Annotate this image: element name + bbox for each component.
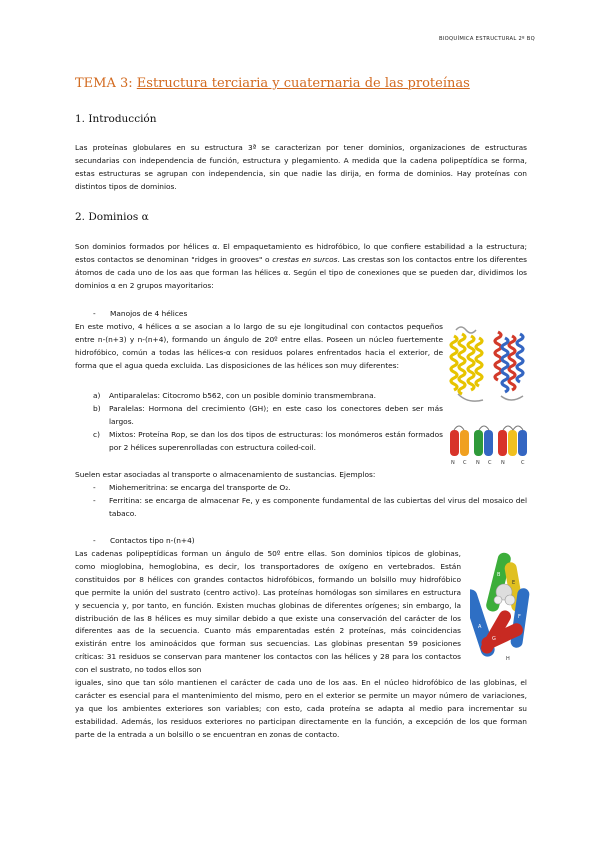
example-item: - Miohemeritrina: se encarga del transporte de O₂. — [93, 483, 291, 492]
antiparallel-bundle — [451, 327, 483, 401]
parallel-bundle — [495, 332, 523, 400]
example-text: Ferritina: se encarga de almacenar Fe, y es componente fundamental de las cubiertas del virus del mosaico del tabaco. — [109, 496, 527, 518]
globins-paragraph-continued: iguales, sino que tan sólo mantienen el carácter de cada uno de los aas. En el núcleo hidrofóbico de las globinas, el carácter es esencial para el mantenimiento del mismo, pero en el exterior se permite un mayor número de variaciones, ya que los ambientes exteriores son variables; con esto, cada proteína se adapta al medio para incrementar su estabilidad. Además, los residuos exteriores no participan directamente en la función, a excepción de los que forman parte de la entrada a un bolsillo o se encuentran en zonas de contacto. — [75, 678, 527, 739]
alpha-domains-paragraph — [75, 241, 527, 293]
figure-label: H — [506, 656, 510, 662]
heading-alpha-domains: 2. Dominios α — [75, 211, 149, 223]
bullet-label: Contactos tipo n-(n+4) — [110, 536, 195, 545]
page-title — [75, 76, 470, 91]
figure-label: E — [512, 580, 516, 586]
figure-label: C — [521, 460, 525, 466]
four-helix-bundle-figure — [446, 318, 530, 466]
alpha-p1-italic: crestas en surcos — [272, 254, 338, 264]
figure-label: B — [497, 572, 501, 578]
bullet-contacts: - Contactos tipo n-(n+4) — [93, 536, 195, 545]
bullet-label: Manojos de 4 hélices — [110, 309, 188, 318]
list-text: Antiparalelas: Citocromo b562, con un posible dominio transmembrana. — [109, 391, 376, 400]
list-item — [93, 403, 443, 429]
list-text: Mixtos: Proteína Rop, se dan los dos tipos de estructuras: los monómeros están formados por 2 hélices superenrolladas con estructura coiled-coil. — [109, 430, 443, 452]
figure-label: C — [463, 460, 467, 466]
alpha-p1-a: Son dominios formados por hélices α. El empaquetamiento es hidrofóbico, lo que confiere estabilidad a la estructura; estos contactos se denominan "ridges in grooves" o — [75, 242, 527, 264]
mixed-bundle-cylinders — [450, 426, 527, 466]
figure-label: C — [488, 460, 492, 466]
example-item: - Ferritina: se encarga de almacenar Fe, y es componente fundamental de las cubiertas del virus del mosaico del tabaco. — [93, 496, 527, 518]
figure-label: N — [451, 460, 455, 466]
list-text: Paralelas: Hormona del crecimiento (GH); en este caso los conectores deben ser más largos. — [109, 404, 443, 426]
title-link[interactable]: Estructura terciaria y cuaternaria de las proteínas — [136, 76, 470, 91]
list-marker: b) — [93, 404, 101, 413]
heading-introduction: 1. Introducción — [75, 113, 157, 125]
list-item — [93, 429, 443, 455]
transport-intro: Suelen estar asociadas al transporte o almacenamiento de sustancias. Ejemplos: — [75, 470, 376, 479]
title-prefix: TEMA 3: — [75, 76, 137, 91]
figure-label: N — [501, 460, 505, 466]
running-header: BIOQUÍMICA ESTRUCTURAL 2º BQ — [438, 36, 535, 42]
list-marker: a) — [93, 391, 101, 400]
figure-label: F — [518, 614, 521, 620]
intro-paragraph: Las proteínas globulares en su estructura 3ª se caracterizan por tener dominios, organizaciones de estructuras secundarias con independencia de función, estructura y plegamiento. A medida que la cadena polipeptídica se forma, estas estructuras se agrupan con independencia, sin que nadie las dirija, en forma de dominios. Hay proteínas con distintos tipos de dominios. — [75, 143, 527, 191]
figure-label: A — [478, 624, 482, 630]
globin-helices — [470, 551, 530, 658]
globin-fold-figure — [470, 548, 536, 676]
list-marker: c) — [93, 430, 100, 439]
example-text: Miohemeritrina: se encarga del transporte de O₂. — [109, 483, 291, 492]
bundle-paragraph: En este motivo, 4 hélices α se asocian a lo largo de su eje longitudinal con contactos pequeños entre n-(n+3) y n-(n+4), formando un ángulo de 20º entre ellas. Poseen un núcleo fuertemente hidrofóbico, común a todas las hélices-α con residuos polares enfrentados hacia el exterior, de forma que el agua queda excluida. Las disposiciones de las hélices son muy diferentes: — [75, 322, 443, 370]
globins-paragraph: Las cadenas polipeptídicas forman un ángulo de 50º entre ellas. Son dominios típicos de globinas, como mioglobina, hemoglobina, es decir, los transportadores de oxígeno en vertebrados. Están constituidos por 8 hélices con grandes contactos hidrofóbicos, formando un bolsillo muy hidrofóbico que permite la unión del sustrato (centro activo). Las proteínas homólogas son similares en estructura y secuencia y, por tanto, en función. Existen muchas globinas de diferentes orígenes; sin embargo, la distribución de las 8 hélices es muy similar debido a que existe una conservación del carácter de los diferentes aas de la secuencia. Cuanto más emparentadas estén 2 proteínas, más coincidencias existirán entre los aminoácidos que forman sus secuencias. Las globinas presentan 59 posiciones críticas: 31 residuos se conservan para mantener los contactos con las hélices y 28 para los contactos con el sustrato, no todos ellos son — [75, 549, 461, 675]
list-item — [93, 390, 443, 403]
alpha-p1-b: . Las crestas son los contactos entre los diferentes átomos de cada uno de los aas que forman las hélices α. Según el tipo de conexiones que se pueden dar, dividimos los dominios α en 2 grupos mayoritarios: — [75, 254, 528, 290]
bullet-four-helix-bundles: - Manojos de 4 hélices — [93, 309, 188, 318]
figure-label: G — [492, 636, 496, 642]
figure-label: N — [476, 460, 480, 466]
